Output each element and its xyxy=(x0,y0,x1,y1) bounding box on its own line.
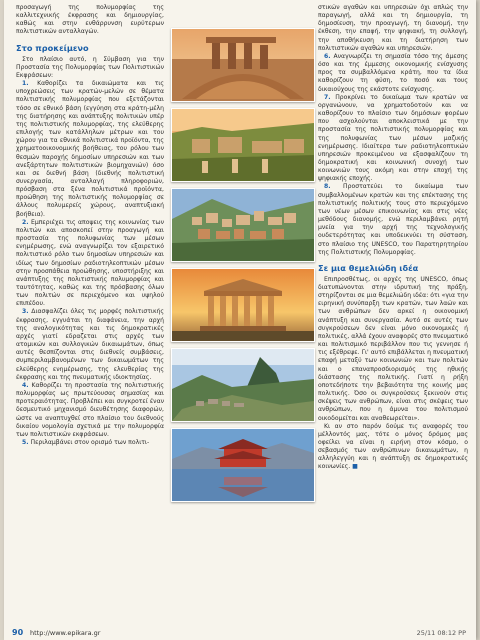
paragraph: Στο πλαίσιο αυτό, η Σύμβαση για την Προστασία της Πολυμορφίας των Πολιτιστικών Εκφράσεων: xyxy=(16,55,164,79)
item-number: 7. xyxy=(324,93,331,101)
list-item-2 xyxy=(16,219,164,309)
hillside-town-photo xyxy=(171,188,315,262)
paragraph-text: Κι αν στο παρόν δούμε τις αναφορές του μέλλοντός μας, τότε ο μόνος δρόμος μας οφείλει να είναι η ειρήνη στον κόσμο, ο σεβασμός των ανθρώπινων δικαιωμάτων, η αλληλεγγύη και η ανάπτυξη σε δημοκρατικές κοινωνίες. xyxy=(318,422,468,471)
list-item-5 xyxy=(16,439,164,447)
asian-temple-lake-photo xyxy=(171,428,315,502)
section-heading-idea: Σε μια θεμελιώδη ιδέα xyxy=(318,262,419,273)
page-footer xyxy=(4,626,476,640)
ancient-city-ruins-photo xyxy=(171,108,315,182)
item-number: 6. xyxy=(324,52,331,60)
footer-url: http://www.epikara.gr xyxy=(30,629,101,637)
item-number: 2. xyxy=(22,218,29,226)
item-number: 4. xyxy=(22,381,29,389)
item-text: Προστατεύει το δικαίωμα των συμβαλλομένων κρατών και της επέκτασης της πολιτιστικής πολιτικής τους στο περιεχόμενο των νέων μέσων επικοινωνίας και στις νέες μεθόδους διανομής, ενώ περιλαμβάνει ρητή μνεία για την αρχή της τεχνολογικής ουδετερότητας και υποδεικνύει τη σύσταση, στο πλαίσιο της UNESCO, του Παρατηρητηρίου της Πολιτιστικής Πολυμορφίας. xyxy=(318,183,469,256)
intro-paragraph: στικών αγαθών και υπηρεσιών όχι απλώς την παραγωγή, αλλά και τη δημιουργία, τη δημοσίευση, την προαγωγή, τη διανομή, την έκθεση, την επαφή, την ψηφιακή, τη συλλογή, την αποθήκευση και τη διατήρηση των πολιτιστικών αγαθών και υπηρεσιών. xyxy=(318,4,468,52)
item-text: Αναγνωρίζει τη σημασία τόσο της άμεσης όσο και της έμμεσης οικονομικής ενίσχυσης προς τα συμβαλλόμενα κράτη, που τα ίδια καθορίζουν τη φύση, το ποσό και τους δικαιούχους της εκάστοτε ενίσχυσης. xyxy=(318,52,469,93)
item-number: 3. xyxy=(22,308,29,316)
paragraph xyxy=(318,423,468,472)
list-item-6 xyxy=(318,53,468,94)
ancient-theatre-photo xyxy=(171,28,315,102)
section-heading-context: Στο προκείμενο xyxy=(16,42,89,53)
item-text: Καθορίζει τα δικαιώματα και τις υποχρεώσεις των κρατών-μελών σε θέματα πολιτιστικής πολυμορφίας που εξετάζονται τόσο σε εθνικό βάση (εγγύηση στα κράτη-μέλη της διατήρησης και ανάπτυξης πολιτικών υπέρ της πολιτιστικής πολυμορφίας, της ελεύθερης επιλογής των κατάλληλων μέτρων και του χώρου για τα εθνικά πολιτιστικά προϊόντα, της χρηματοοικονομικής βοήθειας, του ρόλου των θεσμών παροχής δημοσίων υπηρεσιών και των ανεξάρτητων πολιτιστικών βιομηχανιών) όσο και σε διεθνή βάση (διεθνής πολιτιστική συνεργασία, ανταλλαγή πληροφοριών, πρόσβαση στα ξένα πολιτιστικά προϊόντα, προώθηση της πολιτιστικής πολυμορφίας σε άλλους πολυμερείς χώρους, αναπτυξιακή βοήθεια). xyxy=(16,80,165,218)
item-text: Καθορίζει τη προστασία της πολιτιστικής πολυμορφίας ως πρωτεύουσας σημασίας και προτεραιότητας. Προβλέπει και συγκροτεί έναν δεσμευτικό μηχανισμό διευθέτησης διαφορών, ώστε να αναπτυχθεί στο πλαίσιο του διεθνούς δικαίου νομολογία σχετικά με την πολυμορφία των πολιτιστικών εκφράσεων. xyxy=(16,381,165,438)
item-number: 8. xyxy=(324,183,331,191)
item-text: Περιλαμβάνει στον ορισμό των πολιτι- xyxy=(30,438,150,446)
greek-temple-photo xyxy=(171,268,315,342)
left-text-column xyxy=(16,4,164,447)
item-text: Εμπεριέχει τις αποψεις της κοινωνίας των πολιτών και αποσκοπεί στην προαγωγή και προστασία της πολυφωνίας των μέσων ενημέρωσης, ενώ αναγνωρίζει τον εξαιρετικό πολιτιστικό ρόλο των δημοσίων υπηρεσιών και ιδίως των δημοσίων ραδιοτηλεοπτικών μέσων στην προσπάθεια προώθησης, υποστήριξης και ανάπτυξης της πολιτιστικής πολυμορφίας και ταυτότητας, καθώς και της πρόσβασης όλων των πολιτών σε περιεχόμενο και υψηλού επιπέδου. xyxy=(16,218,165,308)
item-text: Διασφαλίζει όλες τις μορφές πολιτιστικής έκφρασης, εγγυάται τη διαφάνεια, την αρχή της αναλογικότητας και τις δημοκρατικές αρχές γιατί εδραζεται στις αρχές των ατομικών και συλλογικών δικαιωμάτων, όπως αυτές θεσπίζονται στις διεθνείς συμβάσεις, συμπεριλαμβανομένων των δικαιωμάτων της ελεύθερης ενημέρωσης, της ελευθερίας της έκφρασης και της πνευματικής ιδιοκτησίας. xyxy=(16,308,164,381)
list-item-1 xyxy=(16,80,164,219)
list-item-4 xyxy=(16,382,164,439)
photo-column xyxy=(168,28,316,508)
end-mark: ■ xyxy=(352,463,358,471)
magazine-page xyxy=(4,0,476,640)
right-text-column xyxy=(318,4,468,472)
intro-paragraph: προσαγωγή της πολυμορφίας της καλλιτεχνικής έκφρασης και δημιουργίας, καθώς και στην ενθάρρυνση ευρύτερων πολιτιστικών ανταλλαγών. xyxy=(16,4,164,36)
list-item-8 xyxy=(318,183,468,256)
footer-stamp: 25/11 08:12 PP xyxy=(416,629,466,637)
item-text: Προκρίνει το δικαίωμα των κρατών να οργανώνουν, να χρηματοδοτούν και να καθορίζουν το πλαίσιο των δημόσιων φορέων που ασχολούνται αποκλειστικά με την προστασία της πολιτιστικής πολυμορφίας και της πολυφωνίας των μέσων μαζικής ενημέρωσης. Ιδιαίτερα των ραδιοτηλεοπτικών υπηρεσιών προκειμένου να εξασφαλίζουν τη δημοκρατική και κοινωνική συνοχή των κοινωνιών τους ακόμη και στην εποχή της ψηφιακής εποχής. xyxy=(318,93,469,183)
item-number: 1. xyxy=(22,80,29,88)
machu-picchu-photo xyxy=(171,348,315,422)
paragraph: Επιπροσθέτως, οι αρχές της UNESCO, όπως διατυπώνονται στην ιδρυτική της πράξη, στηρίζονται σε μια θεμελιώδη ιδέα: ότι «για την ειρηνική συνύπαρξη των κρατών, των λαών και των ανθρώπων δεν αρκεί η οικονομική ανάπτυξη και συνεργασία. Αυτό σε αυτές των συγκρούσεων δεν είναι μόνο οικονομικές ή πολιτικές, αλλά έχουν αναφορές στο πνευματικό και πολιτισμικό περιβάλλον που τις γεννησε ή τις εξέθρεψε. Γι' αυτό επιβάλλεται η πνευματική επαφή μεταξύ των κοινωνιών και των πολιτών και ο επαναπροσδιορισμός της ηθικής διάστασης της πολιτικής. Γιατί η ρήξη οποτεδήποτε την βεβαιότητα της κοινής μας πολιτικής. Όσο οι συγκρούσεις ξεκινούν στις σκέψεις των ανθρώπων, είναι στις σκέψεις των ανθρώπων, που η άμυνα του πολιτισμού οικοδομείται και αναθεωρείται». xyxy=(318,275,468,422)
item-number: 5. xyxy=(22,438,29,446)
list-item-7 xyxy=(318,94,468,184)
list-item-3 xyxy=(16,308,164,381)
page-number: 90 xyxy=(12,628,24,637)
